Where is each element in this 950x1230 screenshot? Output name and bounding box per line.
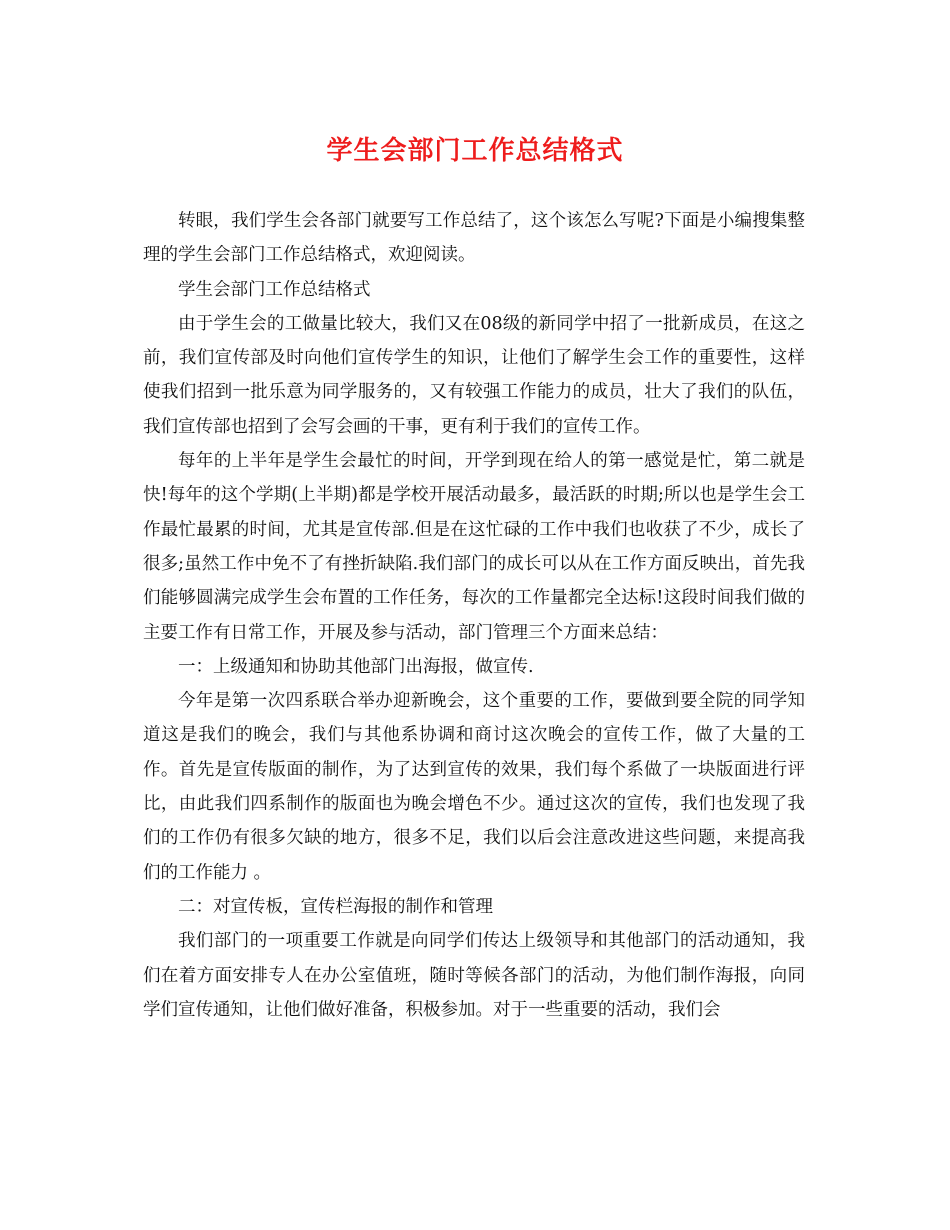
paragraph-busy-semester: 每年的上半年是学生会最忙的时间，开学到现在给人的第一感觉是忙，第二就是快!每年的这个学期(上半期)都是学校开展活动最多，最活跃的时期;所以也是学生会工作最忙最累的时间，尤其是宣传部.但是在这忙碌的工作中我们也收获了不少，成长了很多;虽然工作中免不了有挫折缺陷.我们部门的成长可以从在工作方面反映出，首先我们能够圆满完成学生会布置的工作任务，每次的工作量都完全达标!这段时间我们做的主要工作有日常工作，开展及参与活动，部门管理三个方面来总结：: [143, 451, 805, 643]
paragraph-subtitle: 学生会部门工作总结格式: [178, 279, 371, 300]
document-body: [143, 204, 805, 1027]
paragraph-intro: 转眼，我们学生会各部门就要写工作总结了，这个该怎么写呢?下面是小编搜集整理的学生会部门工作总结格式，欢迎阅读。: [143, 211, 805, 266]
paragraph-welcome-party: 今年是第一次四系联合举办迎新晚会，这个重要的工作，要做到要全院的同学知道这是我们的晚会，我们与其他系协调和商讨这次晚会的宣传工作，做了大量的工作。首先是宣传版面的制作，为了达到宣传的效果，我们每个系做了一块版面进行评比，由此我们四系制作的版面也为晚会增色不少。通过这次的宣传，我们也发现了我们的工作仍有很多欠缺的地方，很多不足，我们以后会注意改进这些问题，来提高我们的工作能力 。: [143, 691, 805, 883]
document-title: 学生会部门工作总结格式: [326, 136, 624, 166]
section-heading-two: 二：对宣传板，宣传栏海报的制作和管理: [178, 896, 493, 917]
paragraph-recruitment: 由于学生会的工做量比较大，我们又在08级的新同学中招了一批新成员，在这之前，我们宣传部及时向他们宣传学生的知识，让他们了解学生会工作的重要性，这样使我们招到一批乐意为同学服务的，又有较强工作能力的成员，壮大了我们的队伍，我们宣传部也招到了会写会画的干事，更有利于我们的宣传工作。: [143, 313, 805, 437]
section-heading-one: 一：上级通知和协助其他部门出海报，做宣传.: [178, 656, 534, 677]
paragraph-notices: 我们部门的一项重要工作就是向同学们传达上级领导和其他部门的活动通知，我们在着方面安排专人在办公室值班，随时等候各部门的活动，为他们制作海报，向同学们宣传通知，让他们做好准备，积极参加。对于一些重要的活动，我们会: [143, 931, 805, 1020]
